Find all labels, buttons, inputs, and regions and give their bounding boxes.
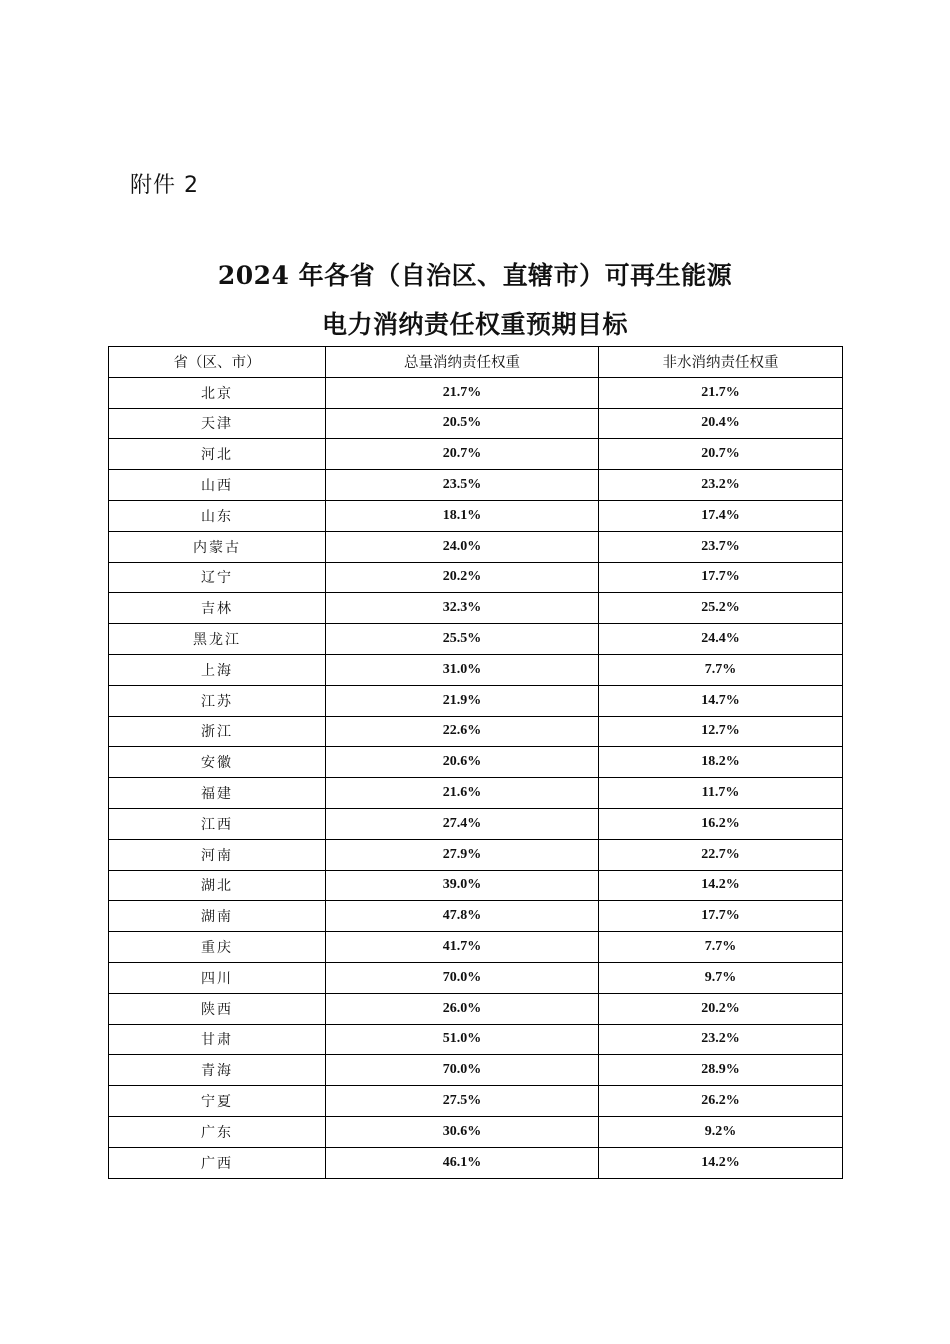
total-weight-cell: 20.7%	[326, 439, 599, 470]
province-cell: 宁夏	[109, 1086, 326, 1117]
non-hydro-weight-cell: 17.4%	[599, 500, 843, 531]
total-weight-cell: 70.0%	[326, 962, 599, 993]
non-hydro-weight-cell: 12.7%	[599, 716, 843, 747]
table-row	[109, 1055, 843, 1086]
province-cell: 河北	[109, 439, 326, 470]
table-row	[109, 1024, 843, 1055]
non-hydro-weight-cell: 23.7%	[599, 531, 843, 562]
table-row	[109, 962, 843, 993]
province-cell: 陕西	[109, 993, 326, 1024]
table-row	[109, 778, 843, 809]
non-hydro-weight-cell: 25.2%	[599, 593, 843, 624]
total-weight-cell: 20.2%	[326, 562, 599, 593]
province-cell: 四川	[109, 962, 326, 993]
table-row	[109, 993, 843, 1024]
document-title-line-1: 2024 年各省（自治区、直辖市）可再生能源	[217, 261, 733, 290]
non-hydro-weight-cell: 14.2%	[599, 1147, 843, 1178]
province-cell: 内蒙古	[109, 531, 326, 562]
province-cell: 甘肃	[109, 1024, 326, 1055]
total-weight-cell: 24.0%	[326, 531, 599, 562]
total-weight-cell: 46.1%	[326, 1147, 599, 1178]
total-weight-cell: 22.6%	[326, 716, 599, 747]
table-row	[109, 870, 843, 901]
province-cell: 天津	[109, 408, 326, 439]
province-cell: 广西	[109, 1147, 326, 1178]
non-hydro-weight-cell: 7.7%	[599, 654, 843, 685]
total-weight-cell: 21.6%	[326, 778, 599, 809]
table-row	[109, 439, 843, 470]
total-weight-cell: 27.5%	[326, 1086, 599, 1117]
non-hydro-weight-cell: 17.7%	[599, 562, 843, 593]
table-row	[109, 747, 843, 778]
province-cell: 青海	[109, 1055, 326, 1086]
total-weight-cell: 70.0%	[326, 1055, 599, 1086]
province-cell: 重庆	[109, 932, 326, 963]
non-hydro-weight-cell: 24.4%	[599, 624, 843, 655]
table-row	[109, 808, 843, 839]
province-cell: 黑龙江	[109, 624, 326, 655]
attachment-label: 附件 2	[130, 173, 199, 198]
table-row	[109, 377, 843, 408]
table-row	[109, 839, 843, 870]
total-weight-cell: 51.0%	[326, 1024, 599, 1055]
table-header-row	[109, 347, 843, 378]
table-row	[109, 1147, 843, 1178]
total-weight-cell: 20.6%	[326, 747, 599, 778]
total-weight-cell: 25.5%	[326, 624, 599, 655]
total-weight-cell: 27.4%	[326, 808, 599, 839]
non-hydro-weight-cell: 7.7%	[599, 932, 843, 963]
non-hydro-weight-cell: 23.2%	[599, 1024, 843, 1055]
non-hydro-weight-cell: 21.7%	[599, 377, 843, 408]
province-cell: 湖南	[109, 901, 326, 932]
province-cell: 湖北	[109, 870, 326, 901]
province-cell: 安徽	[109, 747, 326, 778]
non-hydro-weight-cell: 17.7%	[599, 901, 843, 932]
province-cell: 山东	[109, 500, 326, 531]
total-weight-cell: 21.9%	[326, 685, 599, 716]
non-hydro-weight-cell: 20.4%	[599, 408, 843, 439]
total-weight-cell: 32.3%	[326, 593, 599, 624]
non-hydro-weight-cell: 18.2%	[599, 747, 843, 778]
total-weight-cell: 26.0%	[326, 993, 599, 1024]
total-weight-cell: 23.5%	[326, 470, 599, 501]
total-weight-cell: 47.8%	[326, 901, 599, 932]
province-cell: 江苏	[109, 685, 326, 716]
total-weight-cell: 39.0%	[326, 870, 599, 901]
header-non-hydro-weight: 非水消纳责任权重	[599, 347, 843, 378]
table-row	[109, 531, 843, 562]
table-row	[109, 500, 843, 531]
non-hydro-weight-cell: 28.9%	[599, 1055, 843, 1086]
province-cell: 北京	[109, 377, 326, 408]
table-row	[109, 408, 843, 439]
non-hydro-weight-cell: 20.2%	[599, 993, 843, 1024]
non-hydro-weight-cell: 9.7%	[599, 962, 843, 993]
table-row	[109, 685, 843, 716]
province-cell: 江西	[109, 808, 326, 839]
non-hydro-weight-cell: 14.2%	[599, 870, 843, 901]
non-hydro-weight-cell: 16.2%	[599, 808, 843, 839]
table-row	[109, 593, 843, 624]
table-row	[109, 470, 843, 501]
non-hydro-weight-cell: 9.2%	[599, 1116, 843, 1147]
non-hydro-weight-cell: 20.7%	[599, 439, 843, 470]
total-weight-cell: 18.1%	[326, 500, 599, 531]
non-hydro-weight-cell: 23.2%	[599, 470, 843, 501]
table-row	[109, 1116, 843, 1147]
non-hydro-weight-cell: 22.7%	[599, 839, 843, 870]
total-weight-cell: 41.7%	[326, 932, 599, 963]
consumption-weight-table	[108, 346, 843, 1179]
header-province: 省（区、市）	[109, 347, 326, 378]
province-cell: 吉林	[109, 593, 326, 624]
province-cell: 辽宁	[109, 562, 326, 593]
table-row	[109, 716, 843, 747]
total-weight-cell: 31.0%	[326, 654, 599, 685]
province-cell: 广东	[109, 1116, 326, 1147]
province-cell: 河南	[109, 839, 326, 870]
header-total-weight: 总量消纳责任权重	[326, 347, 599, 378]
province-cell: 上海	[109, 654, 326, 685]
table-row	[109, 901, 843, 932]
total-weight-cell: 20.5%	[326, 408, 599, 439]
total-weight-cell: 21.7%	[326, 377, 599, 408]
province-cell: 福建	[109, 778, 326, 809]
table-row	[109, 932, 843, 963]
total-weight-cell: 27.9%	[326, 839, 599, 870]
table-row	[109, 1086, 843, 1117]
province-cell: 山西	[109, 470, 326, 501]
total-weight-cell: 30.6%	[326, 1116, 599, 1147]
non-hydro-weight-cell: 26.2%	[599, 1086, 843, 1117]
table-row	[109, 624, 843, 655]
document-title-line-2: 电力消纳责任权重预期目标	[321, 310, 628, 339]
table-row	[109, 654, 843, 685]
non-hydro-weight-cell: 14.7%	[599, 685, 843, 716]
province-cell: 浙江	[109, 716, 326, 747]
table-row	[109, 562, 843, 593]
non-hydro-weight-cell: 11.7%	[599, 778, 843, 809]
